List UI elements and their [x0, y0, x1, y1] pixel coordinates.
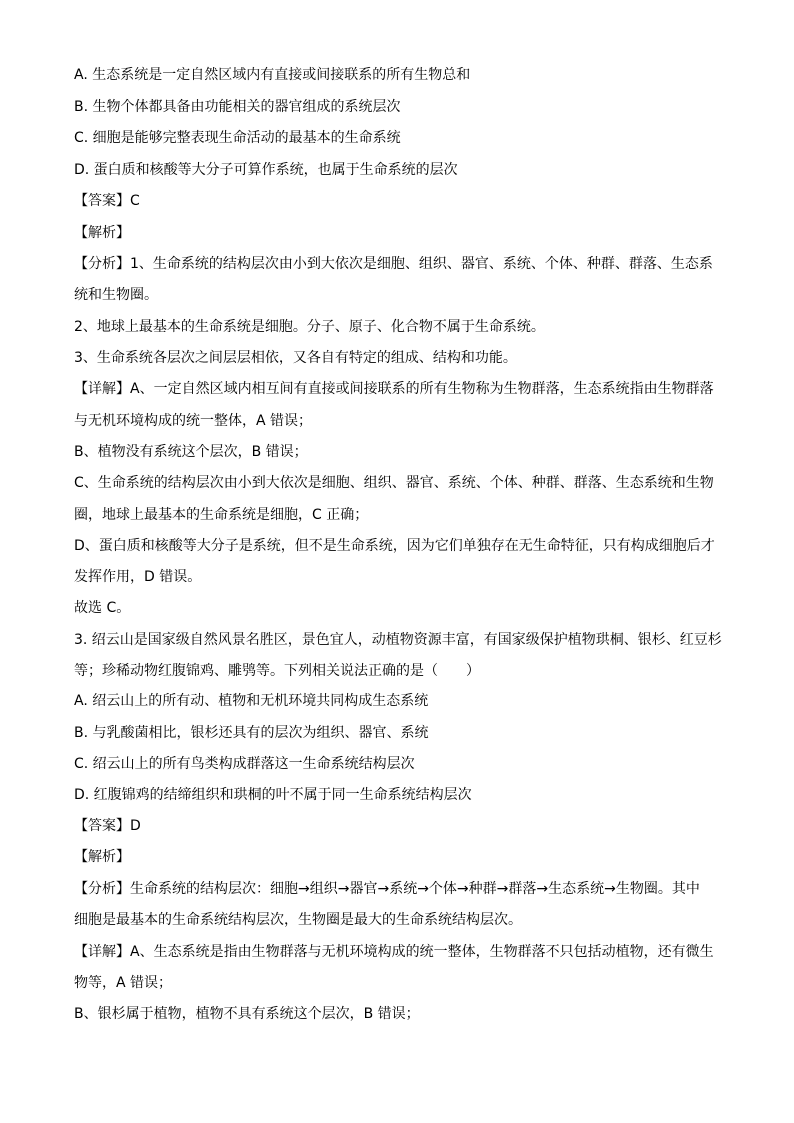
answer-label: 【答案】 — [74, 818, 130, 834]
xiangjie-text: A、生态系统是指由生物群落与无机环境构成的统一整体，生物群落不只包括动植物，还有微生 — [130, 944, 714, 960]
q2-xiangjie-line-1 — [74, 380, 724, 398]
fenxi-label: 【分析】 — [74, 881, 130, 897]
q3-analysis-label: 【解析】 — [74, 849, 130, 865]
q3-option-d: D. 红腹锦鸡的结缔组织和珙桐的叶不属于同一生命系统结构层次 — [74, 787, 472, 803]
q3-fenxi-line-1 — [74, 880, 724, 898]
q2-analysis-label: 【解析】 — [74, 225, 130, 241]
q3-stem-line-1: 3. 绍云山是国家级自然风景名胜区，景色宜人，动植物资源丰富，有国家级保护植物珙桐、银杉、红豆杉 — [74, 632, 722, 648]
q3-fenxi-line-2: 细胞是最基本的生命系统结构层次，生物圈是最大的生命系统结构层次。 — [74, 912, 522, 928]
q2-option-a: A. 生态系统是一定自然区域内有直接或间接联系的所有生物总和 — [74, 67, 471, 83]
q3-option-b: B. 与乳酸菌相比，银杉还具有的层次为组织、器官、系统 — [74, 725, 429, 741]
q2-fenxi-line-3: 2、地球上最基本的生命系统是细胞。分子、原子、化合物不属于生命系统。 — [74, 319, 545, 335]
q2-xiangjie-line-4: C、生命系统的结构层次由小到大依次是细胞、组织、器官、系统、个体、种群、群落、生态系统和生物 — [74, 475, 714, 491]
q2-fenxi-line-2: 统和生物圈。 — [74, 287, 158, 303]
q2-fenxi-line-4: 3、生命系统各层次之间层层相依，又各自有特定的组成、结构和功能。 — [74, 350, 517, 366]
answer-value: D — [130, 818, 141, 834]
q2-fenxi-line-1 — [74, 255, 724, 273]
q3-answer — [74, 817, 724, 835]
fenxi-text: 生命系统的结构层次：细胞→组织→器官→系统→个体→种群→群落→生态系统→生物圈。其中 — [130, 881, 700, 897]
q2-option-d: D. 蛋白质和核酸等大分子可算作系统，也属于生命系统的层次 — [74, 162, 458, 178]
q2-conclusion: 故选 C。 — [74, 600, 131, 616]
q2-xiangjie-line-5: 圈，地球上最基本的生命系统是细胞，C 正确； — [74, 507, 369, 523]
answer-value: C — [130, 193, 140, 209]
q2-answer — [74, 192, 724, 210]
xiangjie-label: 【详解】 — [74, 944, 130, 960]
q3-xiangjie-line-3: B、银杉属于植物，植物不具有系统这个层次，B 错误； — [74, 1006, 420, 1022]
q2-option-b: B. 生物个体都具备由功能相关的器官组成的系统层次 — [74, 99, 401, 115]
fenxi-label: 【分析】 — [74, 256, 130, 272]
q3-xiangjie-line-2: 物等，A 错误； — [74, 975, 173, 991]
q2-xiangjie-line-2: 与无机环境构成的统一整体，A 错误； — [74, 413, 313, 429]
xiangjie-label: 【详解】 — [74, 381, 130, 397]
q2-xiangjie-line-7: 发挥作用，D 错误。 — [74, 569, 202, 585]
q3-option-c: C. 绍云山上的所有鸟类构成群落这一生命系统结构层次 — [74, 756, 415, 772]
q3-option-a: A. 绍云山上的所有动、植物和无机环境共同构成生态系统 — [74, 693, 429, 709]
q2-xiangjie-line-6: D、蛋白质和核酸等大分子是系统，但不是生命系统，因为它们单独存在无生命特征，只有构成细胞后才 — [74, 538, 715, 554]
q3-stem-line-2: 等；珍稀动物红腹锦鸡、雕鸮等。下列相关说法正确的是（ ） — [74, 663, 480, 679]
q3-xiangjie-line-1 — [74, 943, 724, 961]
q2-option-c: C. 细胞是能够完整表现生命活动的最基本的生命系统 — [74, 130, 401, 146]
answer-label: 【答案】 — [74, 193, 130, 209]
xiangjie-text: A、一定自然区域内相互间有直接或间接联系的所有生物称为生物群落，生态系统指由生物群落 — [130, 381, 714, 397]
q2-xiangjie-line-3: B、植物没有系统这个层次，B 错误； — [74, 444, 308, 460]
fenxi-text: 1、生命系统的结构层次由小到大依次是细胞、组织、器官、系统、个体、种群、群落、生态系 — [130, 256, 713, 272]
